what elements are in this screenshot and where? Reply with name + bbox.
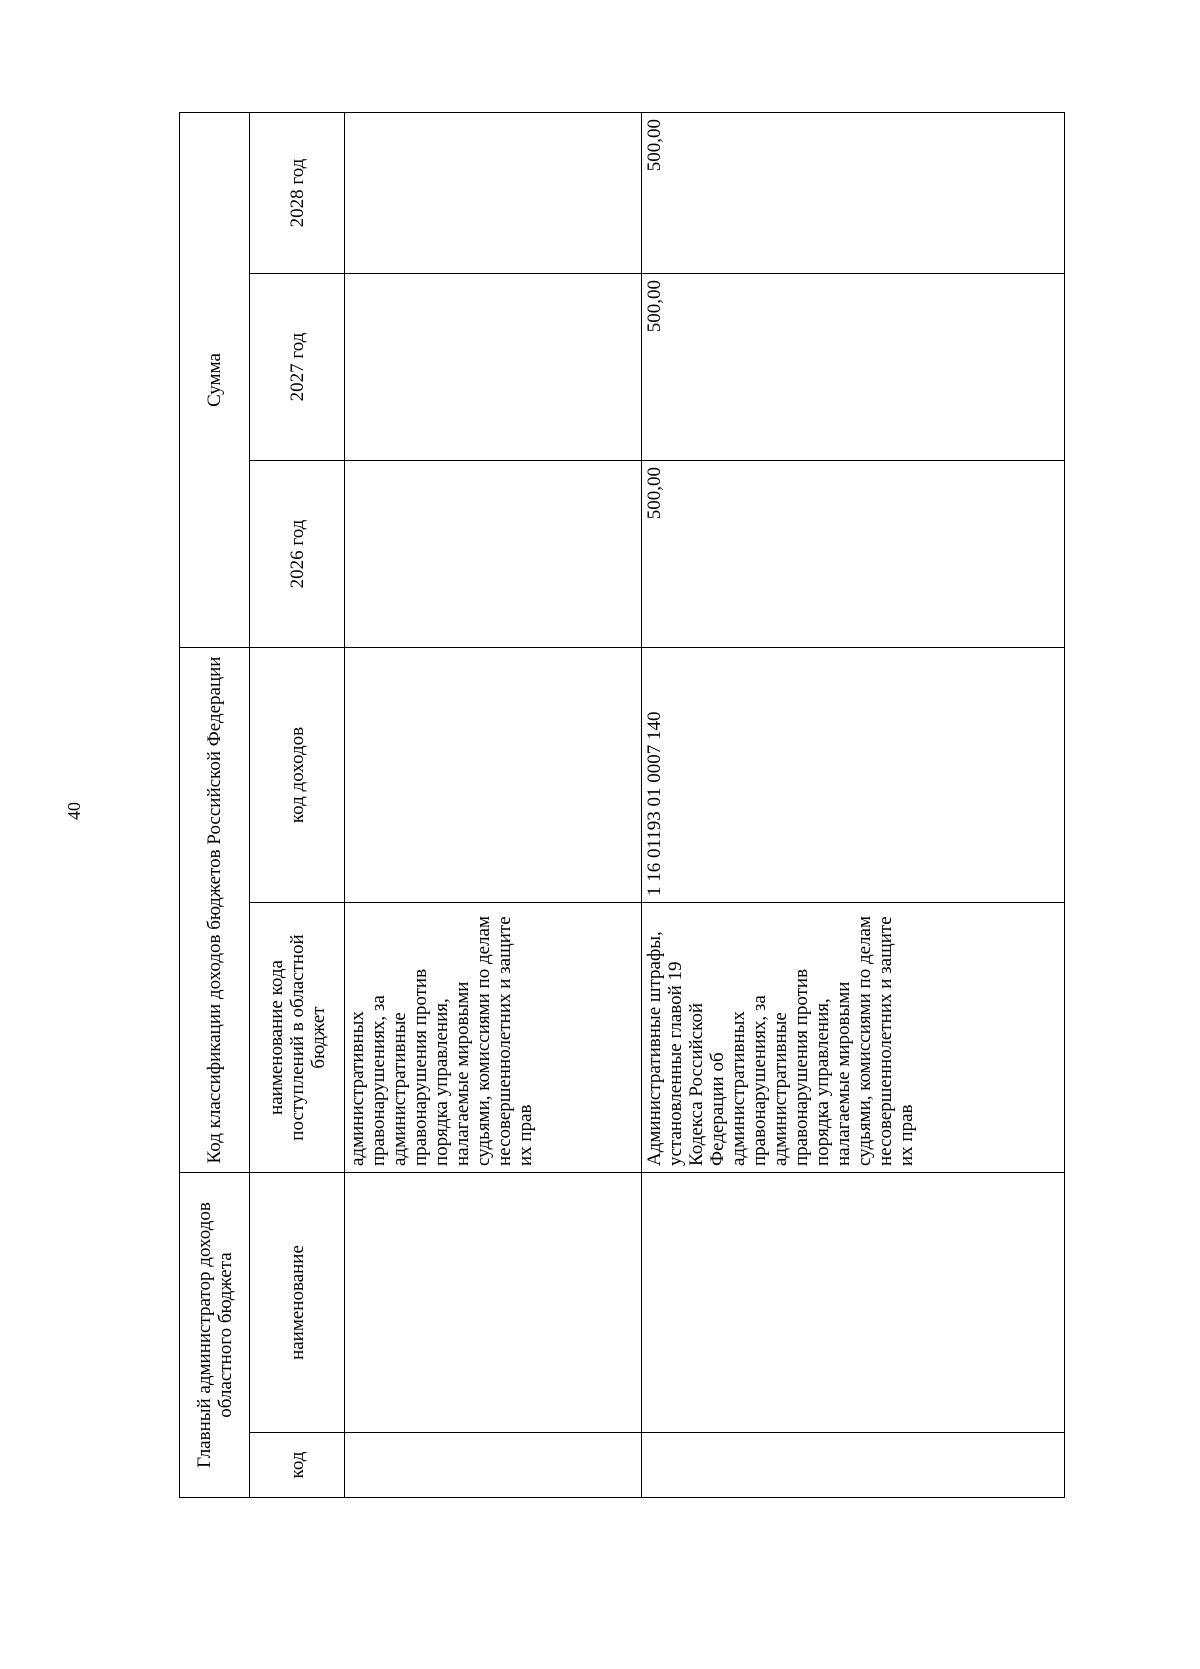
cell-naimenovanie	[345, 1173, 642, 1433]
header-kod-dohodov: код доходов	[250, 648, 345, 903]
header-naimenovanie-koda: наименование кода поступлений в областной бюджет	[250, 903, 345, 1173]
cell-kod-dohodov: 1 16 01193 01 0007 140	[642, 648, 1065, 903]
page-number: 40	[64, 802, 84, 820]
cell-kod	[642, 1433, 1065, 1498]
header-row-1	[180, 112, 250, 1497]
cell-2028: 500,00	[642, 112, 1065, 273]
revenue-table	[179, 112, 1065, 1498]
cell-naimenovanie-koda: Административные штрафы, установленные главой 19 Кодекса Российской Федерации об административных правонарушениях, за административные правонарушения против порядка управления, налагаемые мировыми судьями, комиссиями по делам несовершеннолетних и защите их прав	[642, 903, 1065, 1173]
header-sum: Сумма	[180, 112, 250, 647]
rotated-table-wrapper	[179, 113, 1064, 1498]
header-naimenovanie: наименование	[250, 1173, 345, 1433]
table-row	[642, 112, 1065, 1497]
header-kod: код	[250, 1433, 345, 1498]
header-classification-group: Код классификации доходов бюджетов Российской Федерации	[180, 648, 250, 1173]
cell-2027: 500,00	[642, 274, 1065, 461]
cell-2026: 500,00	[642, 461, 1065, 648]
header-admin-group: Главный администратор доходов областного бюджета	[180, 1173, 250, 1498]
cell-2027	[345, 274, 642, 461]
header-row-2	[250, 112, 345, 1497]
header-year-2028: 2028 год	[250, 112, 345, 273]
cell-naimenovanie-koda: административных правонарушениях, за административные правонарушения против порядка управления, налагаемые мировыми судьями, комиссиями по делам несовершеннолетних и защите их прав	[345, 903, 642, 1173]
header-year-2027: 2027 год	[250, 274, 345, 461]
cell-2026	[345, 461, 642, 648]
table-row	[345, 112, 642, 1497]
header-year-2026: 2026 год	[250, 461, 345, 648]
cell-naimenovanie	[642, 1173, 1065, 1433]
cell-kod-dohodov	[345, 648, 642, 903]
cell-2028	[345, 112, 642, 273]
cell-kod	[345, 1433, 642, 1498]
